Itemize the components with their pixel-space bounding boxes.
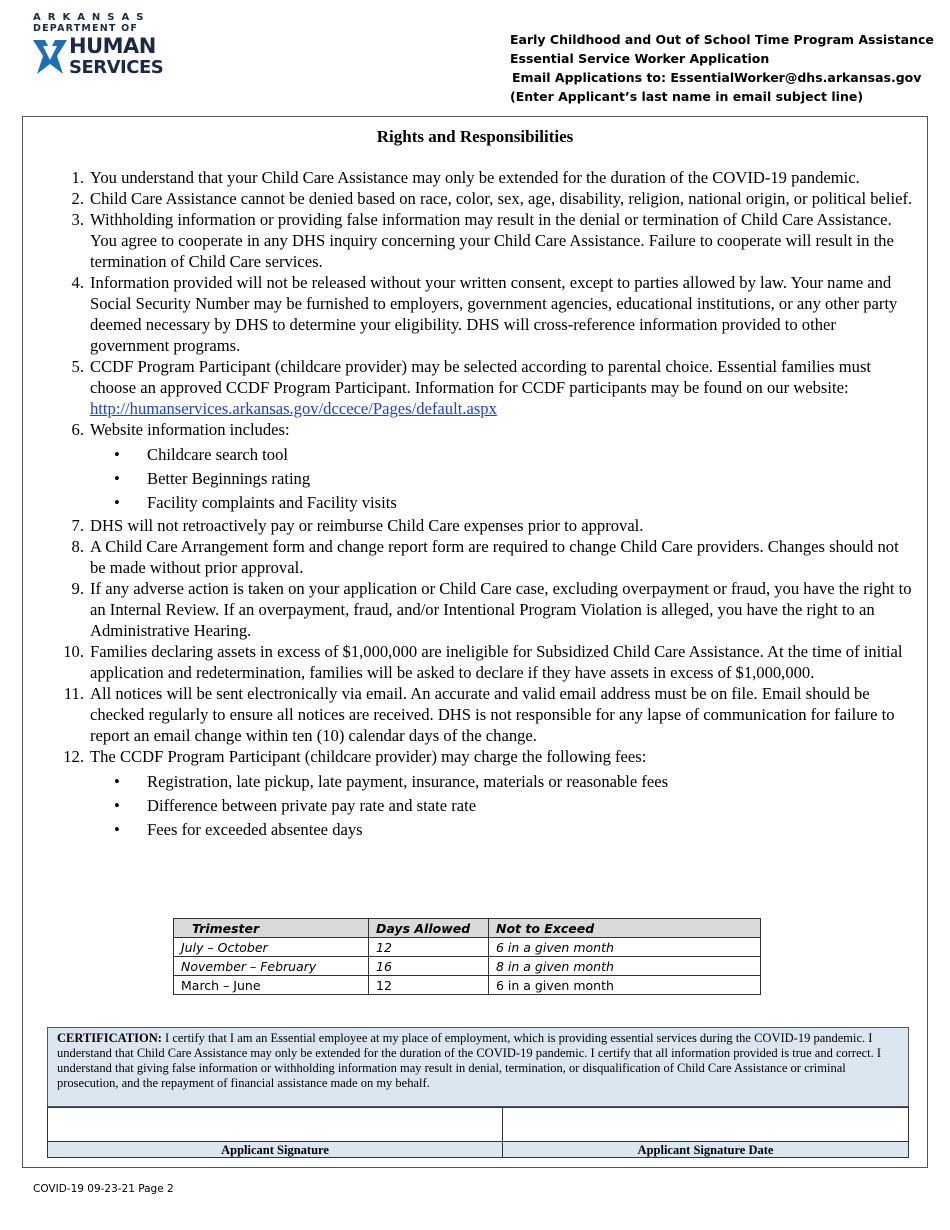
logo-human: HUMAN — [69, 34, 156, 58]
table-row — [174, 976, 761, 995]
table-cell: 8 in a given month — [489, 957, 761, 976]
list-item: 6. Website information includes: • Childcare search tool • Better Beginnings rating • Facility complaints and Facility visits — [56, 419, 918, 515]
bullet-item: • Difference between private pay rate and state rate — [90, 794, 918, 818]
bullet-icon: • — [114, 772, 120, 791]
certification-text: I certify that I am an Essential employee at my place of employment, which is providing essential services during the COVID-19 pandemic. I understand that Child Care Assistance may only be extended for the duration of the COVID-19 pandemic. I certify that all information provided is true and correct. I understand that giving false information or withholding information may result in denial, termination, or disqualification of Child Care Assistance or criminal prosecution, and the repayment of financial assistance made on my behalf. — [57, 1031, 882, 1090]
list-item: 12. The CCDF Program Participant (childcare provider) may charge the following fees: • Registration, late pickup, late payment, insurance, materials or reasonable fees • Difference between private pay rate and state rate • Fees for exceeded absentee days — [56, 746, 918, 842]
signature-labels-row — [48, 1142, 909, 1158]
bullet-item: • Registration, late pickup, late payment, insurance, materials or reasonable fees — [90, 770, 918, 794]
list-item: 3. Withholding information or providing false information may result in the denial or termination of Child Care Assistance. You agree to cooperate in any DHS inquiry concerning your Child Care Assistance. Failure to cooperate will result in the termination of Child Care services. — [71, 210, 894, 271]
applicant-signature-label: Applicant Signature — [48, 1142, 503, 1158]
list-item: 2. Child Care Assistance cannot be denied based on race, color, sex, age, disability, religion, national origin, or political belief. — [71, 189, 913, 208]
table-row — [174, 938, 761, 957]
list-item: 9. If any adverse action is taken on your application or Child Care case, excluding overpayment or fraud, you have the right to an Internal Review. If an overpayment, fraud, and/or Intentional Program Violation is alleged, you have the right to an Administrative Hearing. — [71, 579, 912, 640]
signature-fields-row — [48, 1108, 909, 1142]
bullet-icon: • — [114, 493, 120, 512]
certification-label: CERTIFICATION: — [57, 1031, 162, 1045]
dccece-website-link[interactable]: http://humanservices.arkansas.gov/dccece/Pages/default.aspx — [90, 399, 497, 418]
section-title: Rights and Responsibilities — [376, 127, 574, 146]
dhs-logo — [33, 12, 163, 80]
list-item: 8. A Child Care Arrangement form and change report form are required to change Child Care providers. Changes should not be made without prior approval. — [71, 537, 899, 577]
rights-section — [22, 116, 928, 1168]
table-cell: 12 — [369, 976, 489, 995]
table-row — [174, 957, 761, 976]
signature-table — [47, 1107, 909, 1158]
list-item: 10. Families declaring assets in excess of $1,000,000 are ineligible for Subsidized Child Care Assistance. At the time of initial application and redetermination, families will be asked to declare if they have assets in excess of $1,000,000. — [63, 642, 903, 682]
table-header: Trimester — [174, 919, 369, 938]
certification-box — [47, 1027, 909, 1107]
list-item: 11. All notices will be sent electronically via email. An accurate and valid email address must be on file. Email should be checked regularly to ensure all notices are received. DHS is not responsible for any lapse of communication for failure to report an email change within ten (10) calendar days of the change. — [63, 684, 895, 745]
form-header — [510, 30, 934, 106]
bullet-item: • Childcare search tool — [90, 443, 918, 467]
absentee-days-table — [173, 918, 761, 995]
fee-bullets — [90, 770, 918, 842]
header-instruction: (Enter Applicant’s last name in email subject line) — [510, 89, 864, 104]
list-item: 7. DHS will not retroactively pay or reimburse Child Care expenses prior to approval. — [71, 516, 644, 535]
table-header-row — [174, 919, 761, 938]
arkansas-star-icon — [33, 38, 67, 76]
table-cell: 16 — [369, 957, 489, 976]
logo-department: DEPARTMENT OF — [33, 23, 139, 34]
website-bullets — [90, 443, 918, 515]
bullet-icon: • — [114, 445, 120, 464]
list-item: 4. Information provided will not be released without your written consent, except to parties allowed by law. Your name and Social Security Number may be furnished to employers, government agencies, educational institutions, or any other party deemed necessary by DHS to determine your eligibility. DHS will cross-reference information provided to other government programs. — [71, 273, 898, 355]
list-item: 1. You understand that your Child Care Assistance may only be extended for the duration of the COVID-19 pandemic. — [71, 168, 860, 187]
header-email: Email Applications to: EssentialWorker@dhs.arkansas.gov — [512, 70, 922, 85]
bullet-icon: • — [114, 820, 120, 839]
table-header: Not to Exceed — [489, 919, 761, 938]
header-application: Essential Service Worker Application — [510, 51, 770, 66]
table-cell: March – June — [174, 976, 369, 995]
applicant-signature-field[interactable] — [48, 1108, 503, 1142]
header-program: Early Childhood and Out of School Time Program Assistance — [510, 32, 934, 47]
rights-list — [56, 167, 918, 842]
bullet-item: • Fees for exceeded absentee days — [90, 818, 918, 842]
page-footer: COVID-19 09-23-21 Page 2 — [33, 1183, 174, 1195]
bullet-item: • Facility complaints and Facility visits — [90, 491, 918, 515]
table-cell: 12 — [369, 938, 489, 957]
logo-arkansas: ARKANSAS — [33, 12, 151, 23]
list-item: 5. CCDF Program Participant (childcare provider) may be selected according to parental choice. Essential families must choose an approved CCDF Program Participant. Information for CCDF participants may be found on our website: http://humanservices.arkansas.gov/dccece/Pages/default.aspx — [71, 357, 872, 418]
table-cell: 6 in a given month — [489, 938, 761, 957]
table-cell: 6 in a given month — [489, 976, 761, 995]
table-cell: November – February — [174, 957, 369, 976]
signature-date-label: Applicant Signature Date — [503, 1142, 909, 1158]
bullet-item: • Better Beginnings rating — [90, 467, 918, 491]
table-cell: July – October — [174, 938, 369, 957]
signature-date-field[interactable] — [503, 1108, 909, 1142]
bullet-icon: • — [114, 469, 120, 488]
table-header: Days Allowed — [369, 919, 489, 938]
bullet-icon: • — [114, 796, 120, 815]
logo-services: SERVICES — [69, 57, 164, 78]
